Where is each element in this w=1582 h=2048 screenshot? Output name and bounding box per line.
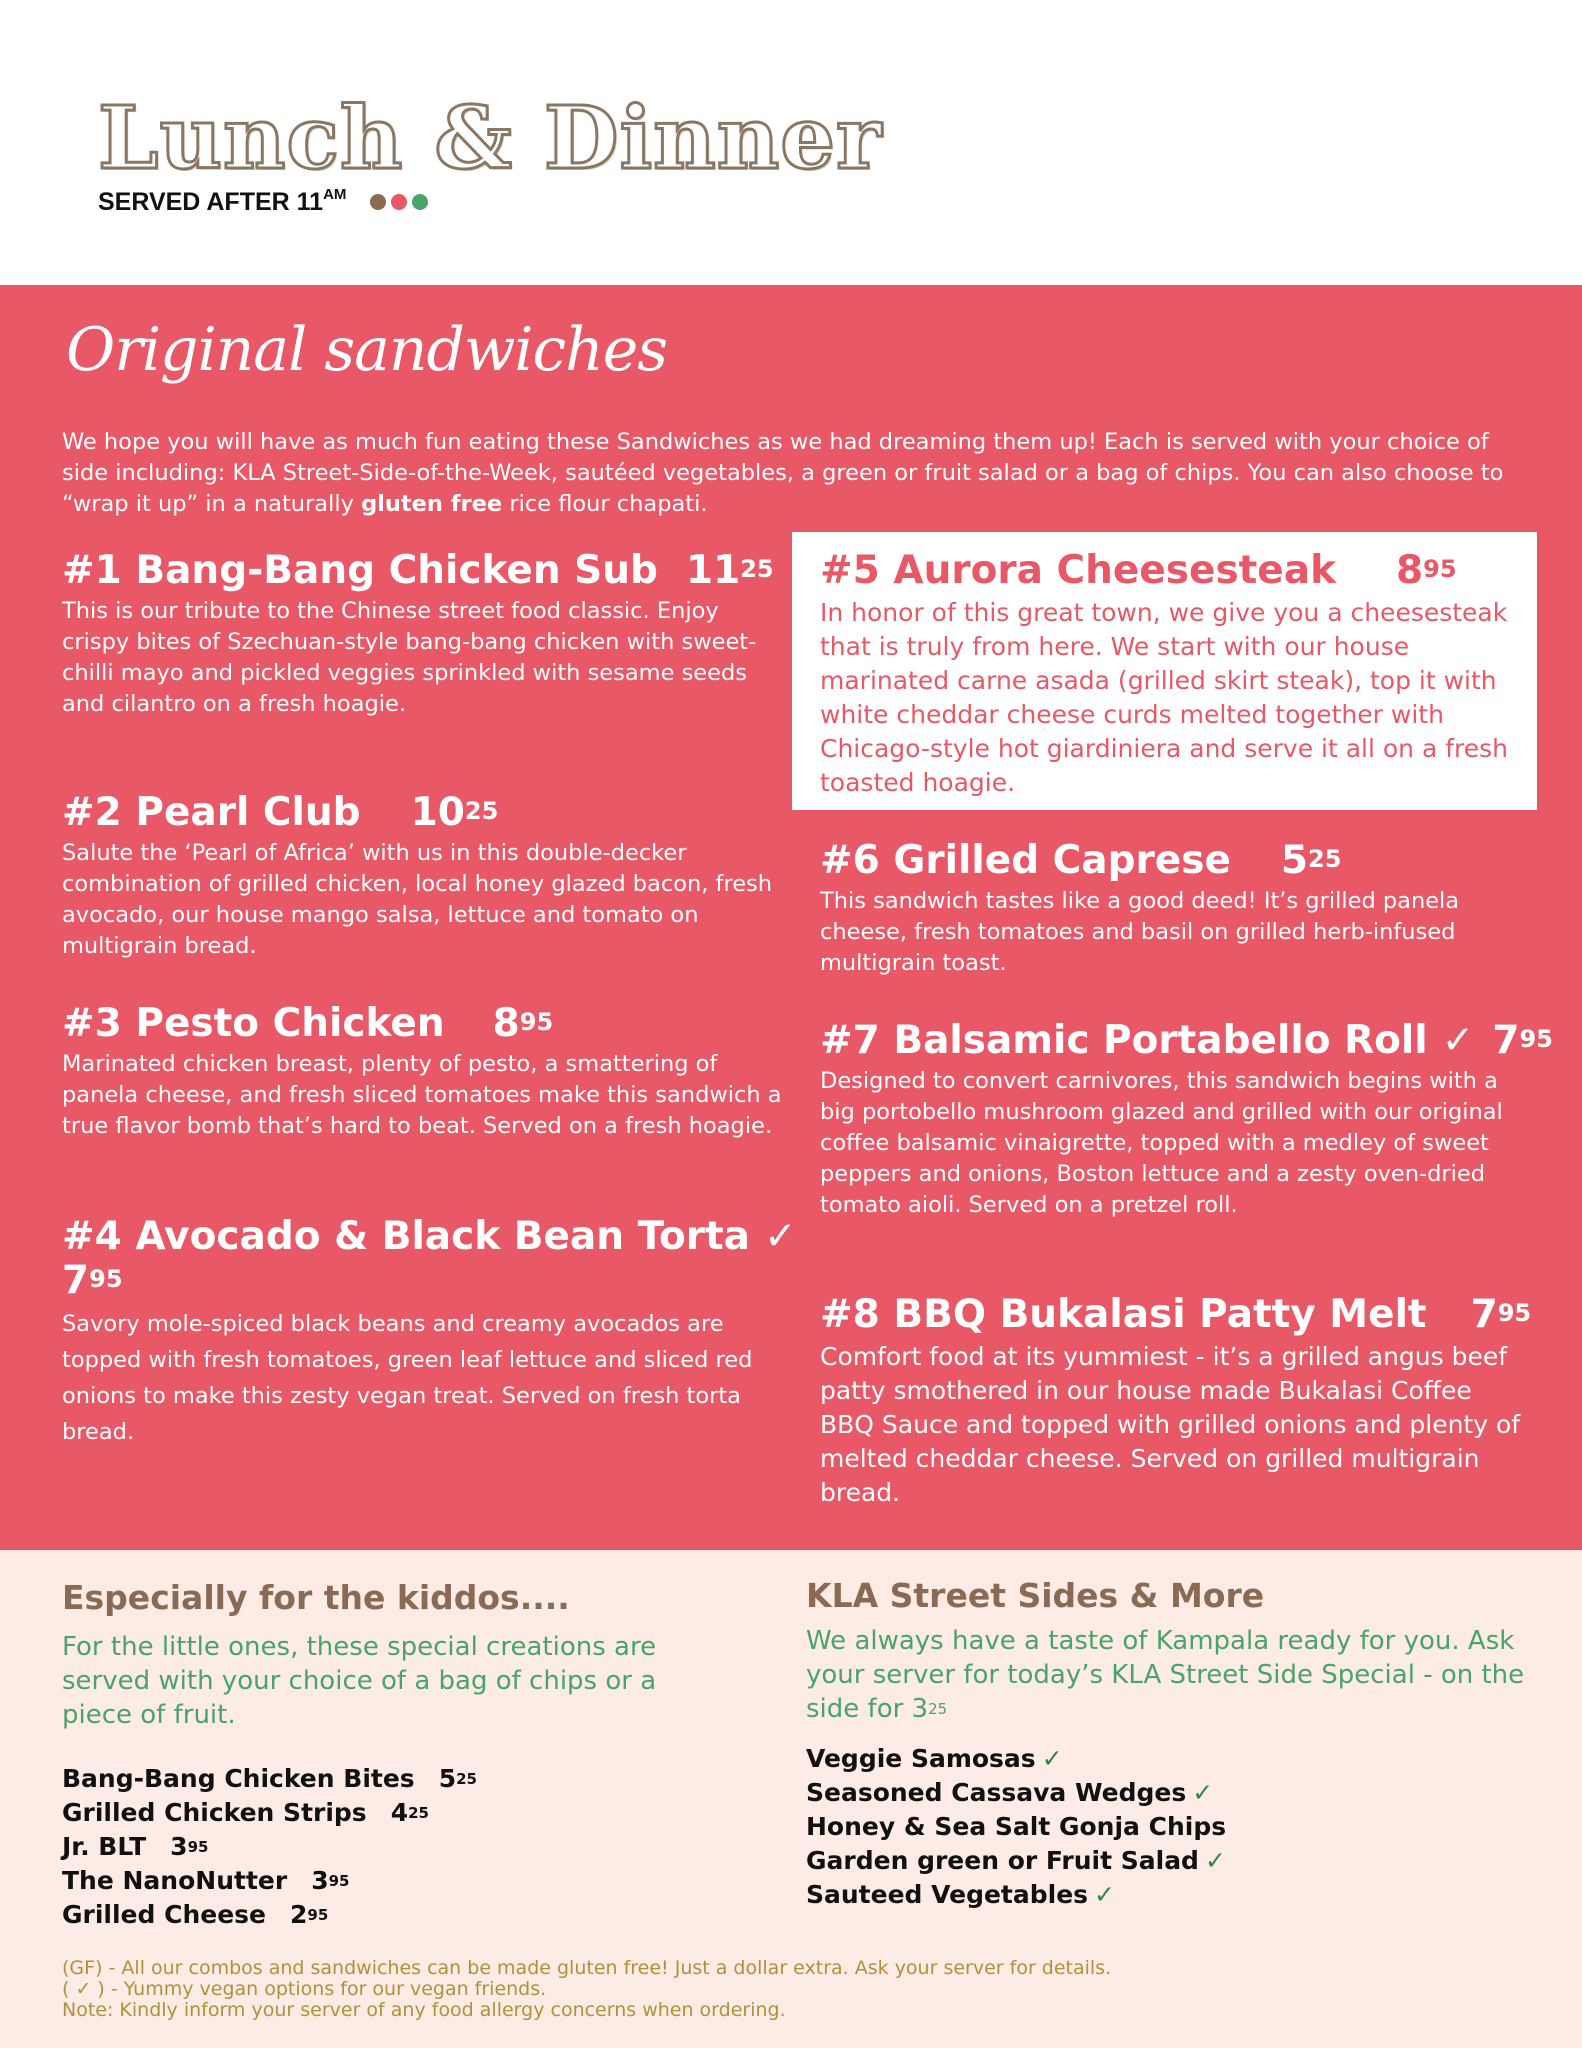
item-price: $5^{25}$ bbox=[1280, 838, 1342, 883]
note-gluten-free: (GF) - All our combos and sandwiches can be made gluten free! Just a dollar extra. Ask your server for details. bbox=[62, 1957, 1112, 1979]
item-price: $10^{25}$ bbox=[410, 790, 499, 835]
item-description: Comfort food at its yummiest - it’s a grilled angus beef patty smothered in our house made Bukalasi Coffee BBQ Sauce and topped with grilled onions and plenty of melted cheddar cheese. Served on grilled multigrain bread. bbox=[820, 1342, 1521, 1507]
list-item: Seasoned Cassava Wedges ✓ bbox=[806, 1778, 1214, 1807]
vegan-icon: ✓ bbox=[1204, 1846, 1226, 1875]
list-item: Sauteed Vegetables ✓ bbox=[806, 1880, 1115, 1909]
vegan-icon: ✓ bbox=[764, 1214, 797, 1259]
note-allergy: Note: Kindly inform your server of any food allergy concerns when ordering. bbox=[62, 1999, 786, 2021]
vegan-icon: ✓ bbox=[1192, 1778, 1214, 1807]
item-price: $7^{95}$ bbox=[1470, 1292, 1532, 1337]
item-price: $7^{95}$ bbox=[62, 1258, 123, 1303]
sides-title: KLA Street Sides & More bbox=[806, 1576, 1265, 1615]
sides-list bbox=[806, 1742, 1232, 1912]
dot-red bbox=[391, 194, 407, 210]
item-name: #2 Pearl Club bbox=[62, 790, 361, 835]
item-name: #7 Balsamic Portabello Roll bbox=[820, 1018, 1428, 1063]
list-item: Garden green or Fruit Salad ✓ bbox=[806, 1846, 1226, 1875]
item-name: #4 Avocado & Black Bean Torta bbox=[62, 1214, 751, 1259]
kids-title: Especially for the kiddos.... bbox=[62, 1578, 570, 1617]
vegan-icon: ✓ bbox=[1041, 1744, 1063, 1773]
item-description: Savory mole-spiced black beans and creamy avocados are topped with fresh tomatoes, green leaf lettuce and sliced red onions to make this zesty vegan treat. Served on fresh torta bread. bbox=[62, 1311, 753, 1445]
note-vegan: ( ✓ ) - Yummy vegan options for our vegan friends. bbox=[62, 1978, 547, 2000]
item-description: Salute the ‘Pearl of Africa’ with us in this double-decker combination of grilled chicken, local honey glazed bacon, fresh avocado, our house mango salsa, lettuce and tomato on multigrain bread. bbox=[62, 840, 773, 959]
item-name: #5 Aurora Cheesesteak bbox=[820, 548, 1337, 593]
footnotes bbox=[62, 1958, 1462, 2021]
list-item: Veggie Samosas ✓ bbox=[806, 1744, 1063, 1773]
menu-item bbox=[62, 790, 782, 962]
served-after-label: SERVED AFTER $11^{AM}$ bbox=[98, 186, 347, 216]
item-description: Marinated chicken breast, plenty of pesto, a smattering of panela cheese, and fresh sliced tomatoes make this sandwich a true flavor bomb that’s hard to beat. Served on a fresh hoagie. bbox=[62, 1051, 782, 1139]
list-item: Bang-Bang Chicken Bites $5^{25}$ bbox=[62, 1764, 477, 1793]
menu-item bbox=[820, 1292, 1530, 1510]
menu-item-featured bbox=[820, 548, 1530, 800]
page-title: Lunch & Dinner bbox=[98, 88, 883, 189]
item-price: $7^{95}$ bbox=[1492, 1018, 1553, 1063]
menu-item bbox=[62, 1214, 797, 1450]
item-description: This is our tribute to the Chinese street food classic. Enjoy crispy bites of Szechuan-style bang-bang chicken with sweet-chilli mayo and pickled veggies sprinkled with sesame seeds and cilantro on a fresh hoagie. bbox=[62, 598, 757, 717]
item-description: Designed to convert carnivores, this sandwich begins with a big portobello mushroom glazed and grilled with our original coffee balsamic vinaigrette, topped with a medley of sweet peppers and onions, Boston lettuce and a zesty oven-dried tomato aioli. Served on a pretzel roll. bbox=[820, 1068, 1503, 1218]
section-title: Original sandwiches bbox=[66, 315, 668, 385]
list-item: Jr. BLT $3^{95}$ bbox=[62, 1832, 209, 1861]
menu-item bbox=[820, 1018, 1553, 1221]
list-item: Grilled Cheese $2^{95}$ bbox=[62, 1900, 329, 1929]
menu-item bbox=[62, 1001, 782, 1142]
dot-brown bbox=[370, 194, 386, 210]
item-description: This sandwich tastes like a good deed! It’s grilled panela cheese, fresh tomatoes and basil on grilled herb-infused multigrain toast. bbox=[820, 888, 1460, 976]
item-name: #1 Bang-Bang Chicken Sub bbox=[62, 548, 658, 593]
item-name: #6 Grilled Caprese bbox=[820, 838, 1231, 883]
item-name: #8 BBQ Bukalasi Patty Melt bbox=[820, 1292, 1427, 1337]
kids-list bbox=[62, 1762, 477, 1932]
item-price: $8^{95}$ bbox=[1396, 548, 1457, 593]
menu-item bbox=[820, 838, 1530, 979]
kids-intro: For the little ones, these special creations are served with your choice of a bag of chips or a piece of fruit. bbox=[62, 1632, 657, 1730]
list-item: The NanoNutter $3^{95}$ bbox=[62, 1866, 350, 1895]
item-description: In honor of this great town, we give you a cheesesteak that is truly from here. We start with our house marinated carne asada (grilled skirt steak), top it with white cheddar cheese curds melted together with Chicago-style hot giardiniera and serve it all on a fresh toasted hoagie. bbox=[820, 598, 1509, 797]
sides-intro: We always have a taste of Kampala ready for you. Ask your server for today’s KLA Street Side Special - on the side for $3^{25}$ bbox=[806, 1626, 1525, 1724]
list-item: Honey & Sea Salt Gonja Chips bbox=[806, 1812, 1227, 1841]
item-price: $11^{25}$ bbox=[685, 548, 774, 593]
page-header bbox=[0, 0, 1582, 285]
item-price: $8^{95}$ bbox=[492, 1001, 554, 1046]
list-item: Grilled Chicken Strips $4^{25}$ bbox=[62, 1798, 429, 1827]
section-intro: We hope you will have as much fun eating these Sandwiches as we had dreaming them up! Each is served with your choice of side including: KLA Street-Side-of-the-Week, sautéed vegetables, a green or fruit salad or a bag of chips. You can also choose to “wrap it up” in a naturally gluten free rice flour chapati. bbox=[62, 429, 1504, 517]
vegan-icon: ✓ bbox=[1094, 1880, 1115, 1909]
menu-item bbox=[62, 548, 782, 720]
vegan-icon: ✓ bbox=[1441, 1018, 1475, 1063]
item-name: #3 Pesto Chicken bbox=[62, 1001, 445, 1046]
dot-green bbox=[412, 194, 428, 210]
decorative-dots bbox=[370, 194, 428, 210]
